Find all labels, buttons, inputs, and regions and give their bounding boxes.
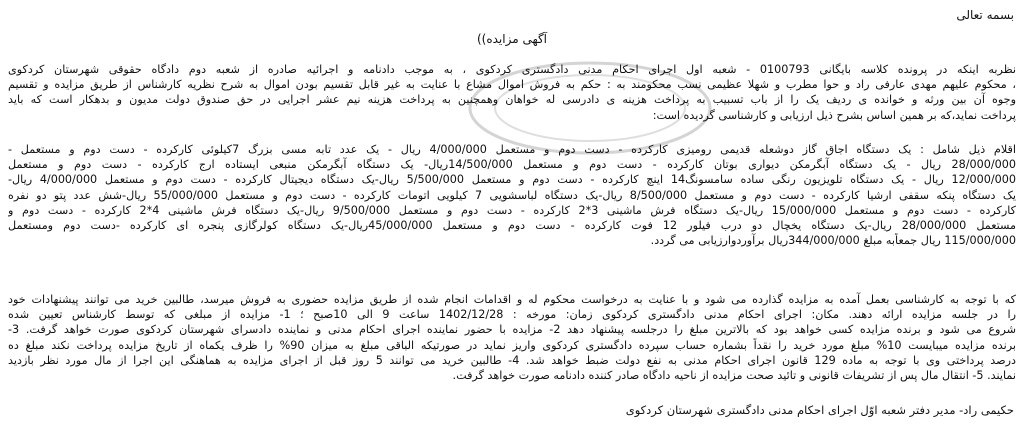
paragraph-line: شروع می شود و برنده مزایده کسی خواهد بود که بالاترین مبلغ را درجلسه پیشنهاد دهد 2- مزایده با حضور نماینده اجرای احکام مدنی و نماینده دادسرای شهرستان کردکوی صورت خواهد گرفت. 3- — [8, 323, 1016, 337]
signature-block — [626, 403, 1014, 418]
paragraph-line: 12/000/000 ریال - یک دستگاه تلویزیون رنگی ساده سامسونگ14 اینچ کارکرده - دست دوم و مستعمل 5/500/000 ریال-یک دستگاه دیجیتال کارکرده - دست دوم و مستعمل 4/000/000 ریال- — [8, 173, 1016, 187]
auction-terms-paragraph — [8, 292, 1016, 383]
paragraph-line: برنده مزایده میبایست 10% مبلغ مورد خرید را نقداً بشماره حساب سپرده دادگستری کردکوی واریز نماید در صورتیکه الباقی مبلغ به میزان 90% را ظرف یکماه از تاریخ مزایده پرداخت نکند مبلغ ده — [8, 338, 1016, 352]
paragraph-line: نمایند. 5- انتقال مال پس از تشریفات قانونی و تائید صحت مزایده از ناحیه دادگاه صادر کننده دادنامه صورت خواهد گرفت. — [452, 369, 1016, 383]
paragraph-line: پرداخت نماید،که بر همین اساس بشرح ذیل ارزیابی و کارشناسی گردیده است: — [652, 108, 1016, 122]
paragraph-line: مستعمل 28/000/000 ریال-یک دستگاه یخچال دو درب فیلور 12 فوت کارکرده - دست دوم و مستعمل 45/000/000ریال-یک دستگاه کولرگازی پنجره ای کارکرده -دست دوم ومستعمل — [8, 219, 1016, 233]
paragraph-line: که با توجه به کارشناسی بعمل آمده به مزایده گذارده می شود و با عنایت به درخواست محکوم له و اقدامات انجام شده از طریق مزایده حضوری به فروش میرسد، طالبین خرید می توانند پیشنهادات خود — [8, 293, 1016, 306]
paragraph-line: یک دستگاه پنکه سقفی ارشیا کارکرده - دست دوم و مستعمل 8/500/000 ریال-یک دستگاه لباسشویی 7 کیلویی اتومات کارکرده - دست دوم و مستعمل 55/000/000 ریال-شش عدد پتو دو نفره — [8, 188, 1016, 202]
paragraph-line: اقلام ذیل شامل : یک دستگاه اجاق گاز دوشعله قدیمی رومیزی کارکرده - دست دوم و مستعمل 4/000/000 ریال - یک عدد تابه مسی بزرگ 7کیلوئی کارکرده - دست دوم و مستعمل - — [8, 143, 1016, 156]
paragraph-line: کارکرده - دست دوم و مستعمل 15/000/000 ریال-یک دستگاه فرش ماشینی 3*2 کارکرده - دست دوم و مستعمل 9/500/000 ریال-یک دستگاه فرش ماشینی 4*2 کارکرده - دست دوم و — [8, 203, 1016, 217]
basmala-heading: بسمه تعالی — [956, 8, 1014, 22]
paragraph-line: نظربه اینکه در پرونده کلاسه بایگانی 0100793 - شعبه اول اجرای احکام مدنی دادگستری کردکوی ، به موجب دادنامه و اجرائیه صادره از شعبه دوم دادگاه حقوقی شهرستان کردکوی — [8, 63, 1016, 76]
paragraph-line: 115/000/000 ریال جمعاًبه مبلغ 344/000/000ریال برآوردوارزیابی می گردد. — [650, 234, 1016, 248]
paragraph-line: درصد پرداختی وی با توجه به ماده 129 قانون اجرای احکام مدنی به نفع دولت ضبط خواهد شد. 4- طالبین خرید می توانند 5 روز قبل از اجرای مزایده به هماهنگی این اجرا از مال مورد نظر بازدید — [8, 353, 1016, 367]
notice-title: آگهی مزایده)) — [476, 32, 548, 46]
paragraph-line: ، محکوم علیهم مهدی عارفی راد و حوا مطرب و شهلا عظیمی نسب محکومند به : حکم به فروش اموال مشاع با عنایت به غیر قابل تقسیم بودن اموال به شرح نظریه کارشناس از طریق مزایده و تقسیم — [8, 78, 1016, 92]
items-paragraph — [8, 142, 1016, 248]
intro-paragraph — [8, 62, 1016, 123]
signature-name: حکیمی راد- مدیر دفتر شعبه اوّل اجرای احکام مدنی دادگستری شهرستان کردکوی — [625, 403, 1014, 417]
paragraph-line: 28/000/000 ریال - یک دستگاه آبگرمکن دیواری بوتان کارکرده - دست دوم و مستعمل 14/500/000ریال- یک دستگاه آبگرمکن منبعی ایستاده ارج کارکرده - دست دوم و مستعمل — [8, 158, 1016, 172]
paragraph-line: را در جلسه مزایده ارائه دهند. مکان: اجرای احکام مدنی دادگستری کردکوی زمان: مورخه : 1402/12/28 ساعت 9 الی 10صبح ؛ 1- مزایده از مبلغی که توسط کارشناس تعیین شده — [8, 308, 1016, 322]
paragraph-line: وجوه آن بین ورثه و خوانده ی ردیف یک را از باب تسبیب به پرداخت هزینه ی دادرسی له خواهان وهمچنین به پرداخت هزینه نیم عشر اجرایی در حق صندوق دولت مدیون و بدهکار است که باید — [8, 93, 1016, 107]
